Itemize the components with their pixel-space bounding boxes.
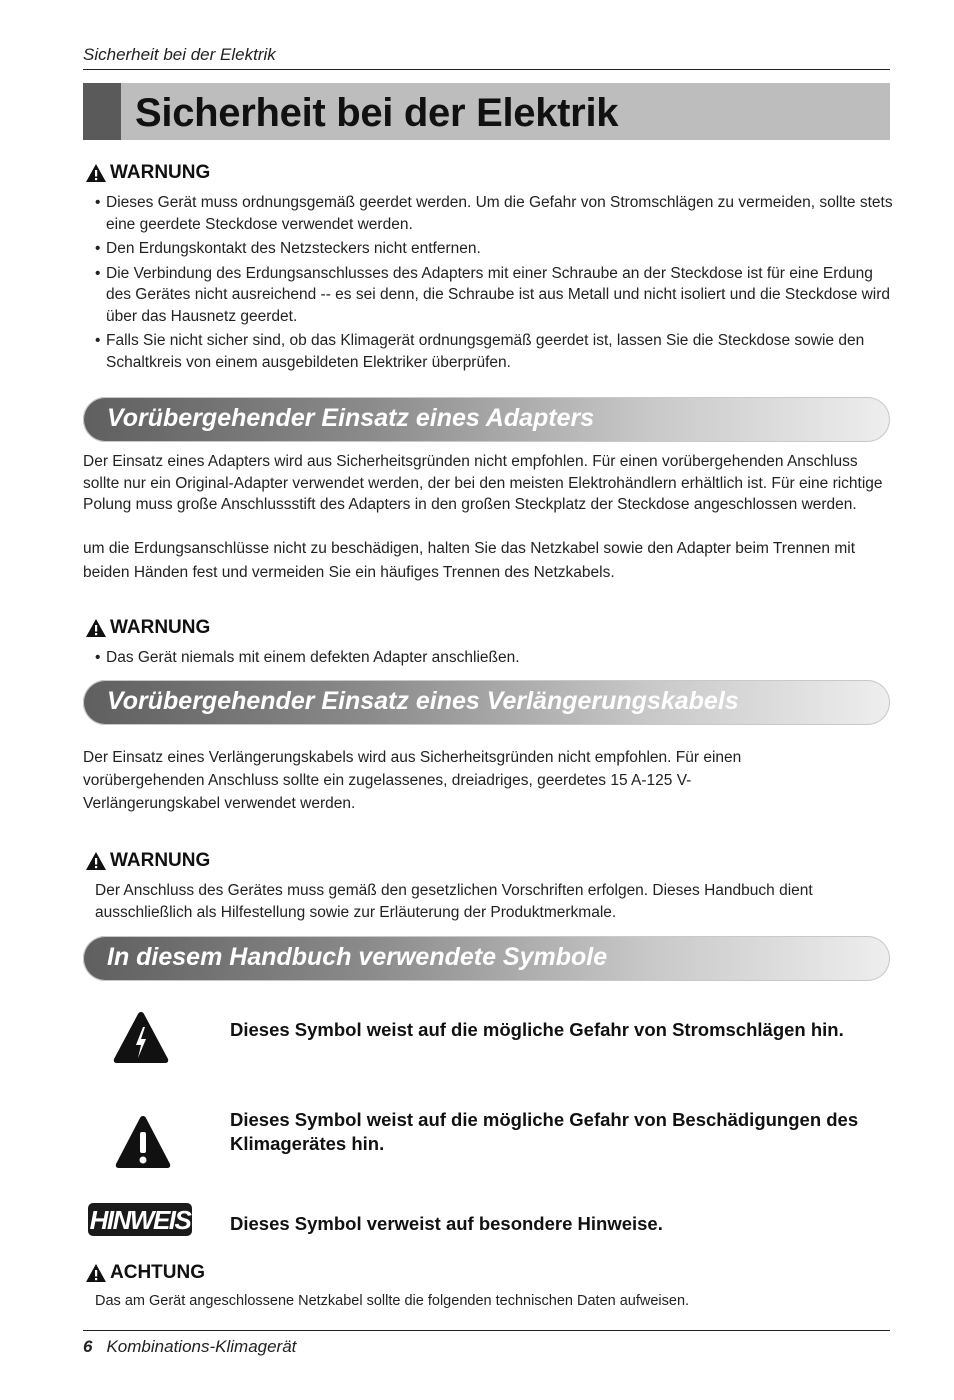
warning-label: WARNUNG <box>110 162 211 183</box>
list-item: • Den Erdungskontakt des Netzsteckers nicht entfernen. <box>95 238 895 260</box>
caution-text: Das am Gerät angeschlossene Netzkabel sollte die folgenden technischen Daten aufweisen. <box>95 1293 690 1309</box>
warning-heading-2 <box>85 617 210 639</box>
list-item: • Dieses Gerät muss ordnungsgemäß geerdet werden. Um die Gefahr von Stromschlägen zu vermeiden, sollte stets eine geerdete Steckdose verwendet werden. <box>95 192 895 235</box>
hinweis-badge-text: HINWEIS <box>89 1205 191 1235</box>
adapter-paragraph-1: Der Einsatz eines Adapters wird aus Sicherheitsgründen nicht empfohlen. Für einen vorübergehenden Anschluss sollte nur ein Original-Adapter verwendet werden, der bei den meisten Elektrohändlern erhältlich ist. Für eine richtige Polung muss große Anschlussstift des Adapters in den großen Steckplatz der Steckdose angeschlossen werden. <box>83 453 883 513</box>
footer-rule <box>83 1330 890 1331</box>
page-title: Sicherheit bei der Elektrik <box>135 91 619 135</box>
caution-label: ACHTUNG <box>110 1262 205 1283</box>
adapter-paragraph-2: um die Erdungsanschlüsse nicht zu beschädigen, halten Sie das Netzkabel sowie den Adapter beim Trennen mit beiden Händen fest und vermeiden Sie ein häufiges Trennen des Netzkabels. <box>83 540 856 581</box>
warning-triangle-icon <box>85 851 107 871</box>
title-bar-accent <box>83 83 121 140</box>
section-heading-text: Vorübergehender Einsatz eines Adapters <box>107 404 595 432</box>
page-number: 6 <box>83 1337 93 1356</box>
warning-triangle-icon <box>85 1263 107 1283</box>
header-rule <box>83 69 890 70</box>
page-footer <box>83 1337 296 1357</box>
footer-product-name: Kombinations-Klimagerät <box>106 1337 297 1356</box>
page-title-bar <box>83 83 890 140</box>
section-heading-text: Vorübergehender Einsatz eines Verlängerungskabels <box>107 687 739 715</box>
exclamation-warning-icon <box>114 1114 172 1170</box>
electric-shock-warning-icon <box>112 1010 170 1065</box>
extension-paragraph: Der Einsatz eines Verlängerungskabels wird aus Sicherheitsgründen nicht empfohlen. Für einen vorübergehenden Anschluss sollte ein zugelassenes, dreiadriges, geerdetes 15 A-125 V-Verlängerungskabel verwendet werden. <box>83 749 742 812</box>
section-heading-text: In diesem Handbuch verwendete Symbole <box>107 943 608 971</box>
warning-heading-1 <box>85 162 210 184</box>
symbol-description-hinweis: Dieses Symbol verweist auf besondere Hinweise. <box>230 1213 663 1234</box>
extension-warning-text: Der Anschluss des Gerätes muss gemäß den gesetzlichen Vorschriften erfolgen. Dieses Handbuch dient ausschließlich als Hilfestellung sowie zur Erläuterung der Produktmerkmale. <box>95 882 813 921</box>
warning-heading-3 <box>85 850 210 872</box>
list-item: • Falls Sie nicht sicher sind, ob das Klimagerät ordnungsgemäß geerdet ist, lassen Sie die Steckdose sowie den Schaltkreis von einem ausgebildeten Elektriker überprüfen. <box>95 330 895 373</box>
running-header: Sicherheit bei der Elektrik <box>83 45 276 64</box>
warning-label: WARNUNG <box>110 617 211 638</box>
section-heading-extension <box>83 680 890 725</box>
caution-heading <box>85 1262 205 1284</box>
section-heading-adapter <box>83 397 890 442</box>
hinweis-badge <box>88 1203 192 1236</box>
list-item: • Das Gerät niemals mit einem defekten Adapter anschließen. <box>95 647 895 669</box>
symbol-description-damage: Dieses Symbol weist auf die mögliche Gefahr von Beschädigungen des Klimagerätes hin. <box>230 1109 859 1154</box>
warning-list-2 <box>95 647 895 672</box>
warning-label: WARNUNG <box>110 850 211 871</box>
section-heading-symbols <box>83 936 890 981</box>
warning-triangle-icon <box>85 618 107 638</box>
warning-list-1 <box>95 192 895 376</box>
symbol-description-electric: Dieses Symbol weist auf die mögliche Gefahr von Stromschlägen hin. <box>230 1019 844 1040</box>
warning-triangle-icon <box>85 163 107 183</box>
list-item: • Die Verbindung des Erdungsanschlusses des Adapters mit einer Schraube an der Steckdose ist für eine Erdung des Gerätes nicht ausreichend -- es sei denn, die Schraube ist aus Metall und nicht isoliert und die Steckdose wird über das Hausnetz geerdet. <box>95 263 895 328</box>
